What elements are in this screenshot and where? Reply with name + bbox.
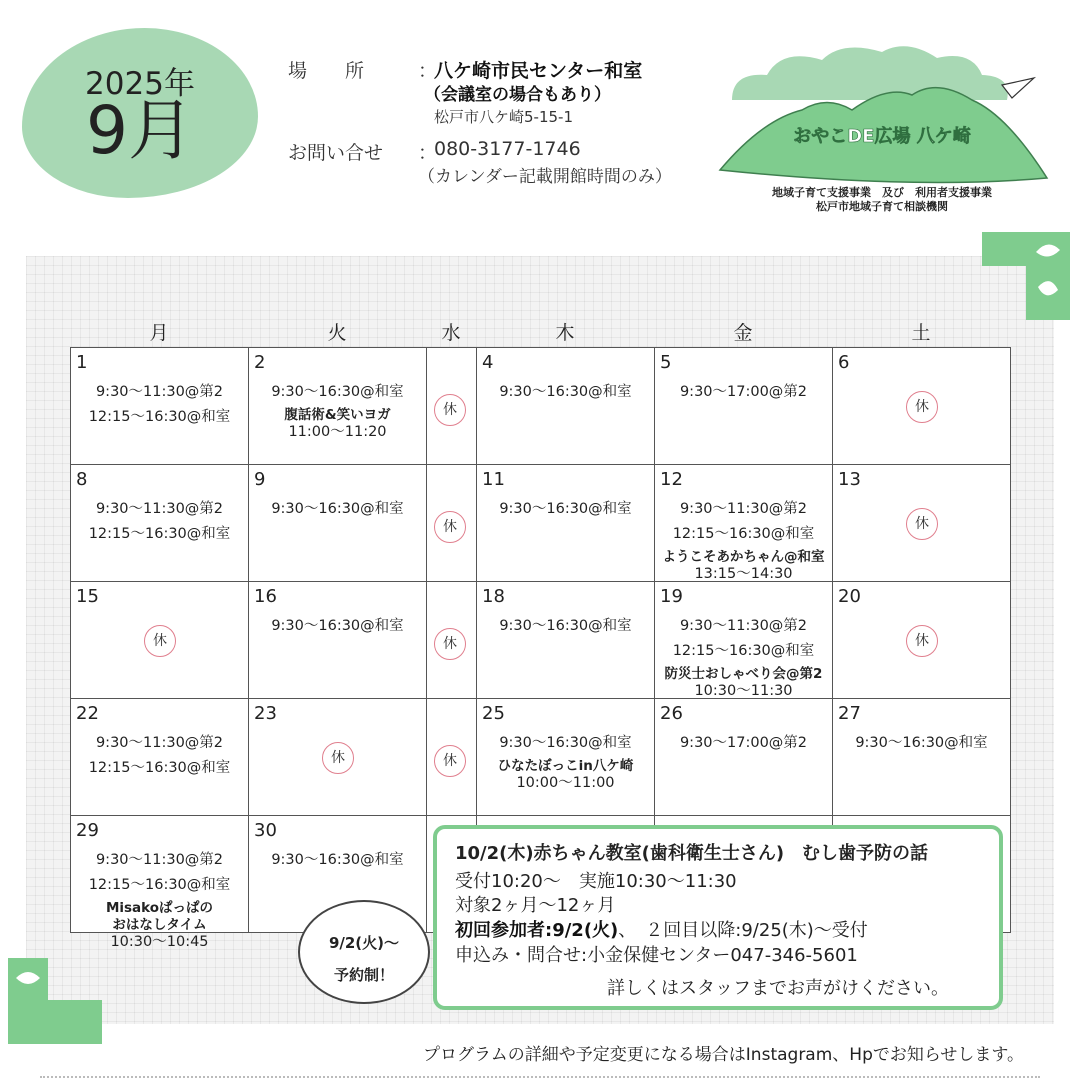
event-time: 9:30〜16:30@和室 <box>271 384 404 400</box>
phone-note: （カレンダー記載開館時間のみ） <box>418 167 672 187</box>
footer-divider <box>40 1076 1040 1078</box>
calendar-day-tue <box>249 348 427 465</box>
closed-badge: 休 <box>144 625 176 657</box>
calendar-day-thu <box>477 348 655 465</box>
reservation-bubble <box>298 900 430 1004</box>
day-number: 1 <box>76 352 88 373</box>
closed-badge: 休 <box>906 625 938 657</box>
calendar-day-sat <box>833 699 1011 816</box>
special-event-time: 11:00〜11:20 <box>288 424 387 440</box>
address: 松戸市八ケ崎5-15-1 <box>434 108 573 126</box>
month-badge <box>22 28 258 198</box>
day-number: 22 <box>76 703 99 724</box>
event-time: 9:30〜16:30@和室 <box>271 618 404 634</box>
special-event: Misakoぱっぱの <box>105 900 214 916</box>
event-time: 9:30〜11:30@第2 <box>95 384 224 400</box>
closed-badge: 休 <box>434 511 466 543</box>
day-number: 6 <box>838 352 850 373</box>
notice-title: 10/2(木)赤ちゃん教室(歯科衛生士さん) むし歯予防の話 <box>455 843 929 864</box>
notice-target: 対象2ヶ月〜12ヶ月 <box>455 895 616 916</box>
day-number: 18 <box>482 586 505 607</box>
event-time: 9:30〜16:30@和室 <box>499 735 632 751</box>
event-time: 12:15〜16:30@和室 <box>88 409 231 425</box>
mountain-cloud-icon <box>712 40 1052 190</box>
notice-registration <box>455 916 868 942</box>
day-number: 23 <box>254 703 277 724</box>
weekday-fri: 金 <box>733 322 753 344</box>
weekday-tue: 火 <box>327 322 347 344</box>
calendar-day-mon <box>71 348 249 465</box>
closed-badge: 休 <box>434 628 466 660</box>
calendar-day-sat <box>833 582 1011 699</box>
logo <box>712 40 1052 220</box>
calendar-day-wed <box>427 348 477 465</box>
event-time: 9:30〜17:00@第2 <box>679 384 808 400</box>
calendar-day-wed <box>427 582 477 699</box>
event-time: 9:30〜16:30@和室 <box>271 501 404 517</box>
notice-first-time: 初回参加者:9/2(火) <box>455 920 619 941</box>
event-time: 9:30〜11:30@第2 <box>679 501 808 517</box>
event-time: 12:15〜16:30@和室 <box>88 526 231 542</box>
baby-class-notice <box>433 825 1003 1010</box>
leaf-decoration-bottom <box>8 1000 102 1044</box>
calendar-day-mon <box>71 816 249 950</box>
special-event-time: 10:30〜11:30 <box>694 683 793 699</box>
day-number: 12 <box>660 469 683 490</box>
weekday-mon: 月 <box>149 322 169 344</box>
notice-repeat: 、 ２回目以降:9/25(木)〜受付 <box>618 920 868 941</box>
event-time: 9:30〜11:30@第2 <box>95 501 224 517</box>
contact-label: お問い合せ <box>288 142 384 164</box>
calendar-day-thu <box>477 582 655 699</box>
place-name: 八ケ崎市民センター和室 <box>434 60 643 82</box>
logo-subtitle-2: 松戸市地域子育て相談機関 <box>816 200 948 213</box>
place-label: 場 所 <box>288 60 365 82</box>
weekday-wed: 水 <box>441 322 461 344</box>
calendar-week <box>71 699 1011 816</box>
footer-note: プログラムの詳細や予定変更になる場合はInstagram、Hpでお知らせします。 <box>422 1045 1024 1065</box>
event-time: 9:30〜16:30@和室 <box>499 618 632 634</box>
day-number: 5 <box>660 352 672 373</box>
special-event: ひなたぼっこin八ケ崎 <box>497 758 634 774</box>
day-number: 15 <box>76 586 99 607</box>
calendar-day-wed <box>427 699 477 816</box>
event-time: 12:15〜16:30@和室 <box>672 643 815 659</box>
calendar-day-thu <box>477 699 655 816</box>
calendar-week <box>71 348 1011 465</box>
day-number: 4 <box>482 352 494 373</box>
day-number: 16 <box>254 586 277 607</box>
calendar-day-wed <box>427 465 477 582</box>
event-time: 9:30〜16:30@和室 <box>271 852 404 868</box>
calendar-day-mon <box>71 699 249 816</box>
weekday-thu: 木 <box>555 322 575 344</box>
bubble-date: 9/2(火)〜 <box>328 934 400 952</box>
event-time: 9:30〜11:30@第2 <box>95 735 224 751</box>
logo-subtitle-1: 地域子育て支援事業 及び 利用者支援事業 <box>772 186 992 199</box>
special-event-time: 10:30〜10:45 <box>110 934 209 950</box>
special-event-time: 13:15〜14:30 <box>694 566 793 582</box>
phone-number: 080-3177-1746 <box>434 138 581 160</box>
leaf-icon <box>1026 232 1070 320</box>
day-number: 13 <box>838 469 861 490</box>
closed-badge: 休 <box>434 745 466 777</box>
calendar-day-tue <box>249 699 427 816</box>
day-number: 27 <box>838 703 861 724</box>
event-time: 9:30〜16:30@和室 <box>499 384 632 400</box>
closed-badge: 休 <box>906 508 938 540</box>
calendar-day-fri <box>655 582 833 699</box>
special-event: ようこそあかちゃん@和室 <box>662 549 825 565</box>
event-time: 12:15〜16:30@和室 <box>88 760 231 776</box>
calendar-day-fri <box>655 348 833 465</box>
event-time: 9:30〜11:30@第2 <box>679 618 808 634</box>
event-time: 9:30〜16:30@和室 <box>499 501 632 517</box>
logo-title: おやこDE広場 八ケ崎 <box>793 126 971 147</box>
day-number: 2 <box>254 352 266 373</box>
weekday-sat: 土 <box>911 322 931 344</box>
month-label: 9月 <box>86 92 194 169</box>
closed-badge: 休 <box>906 391 938 423</box>
calendar-day-mon <box>71 582 249 699</box>
day-number: 20 <box>838 586 861 607</box>
closed-badge: 休 <box>322 742 354 774</box>
day-number: 26 <box>660 703 683 724</box>
calendar-day-fri <box>655 699 833 816</box>
event-time: 12:15〜16:30@和室 <box>88 877 231 893</box>
event-time: 12:15〜16:30@和室 <box>672 526 815 542</box>
day-number: 8 <box>76 469 88 490</box>
calendar-day-sat <box>833 465 1011 582</box>
day-number: 30 <box>254 820 277 841</box>
calendar-day-sat <box>833 348 1011 465</box>
day-number: 11 <box>482 469 505 490</box>
day-number: 9 <box>254 469 266 490</box>
place-colon: ： <box>418 60 438 82</box>
event-time: 9:30〜16:30@和室 <box>855 735 988 751</box>
leaf-decoration-top-vertical <box>1026 232 1070 320</box>
day-number: 19 <box>660 586 683 607</box>
calendar-day-thu <box>477 465 655 582</box>
place-note: （会議室の場合もあり） <box>424 85 611 105</box>
year-label: 2025年 <box>85 66 195 102</box>
notice-contact: 申込み・問合せ:小金保健センター047-346-5601 <box>455 945 858 966</box>
special-event: 防災士おしゃべり会@第2 <box>664 666 823 682</box>
bubble-reservation: 予約制！ <box>333 966 394 984</box>
calendar-day-tue <box>249 465 427 582</box>
special-event: 腹話術&笑いヨガ <box>284 407 391 423</box>
calendar-day-mon <box>71 465 249 582</box>
notice-ask-staff: 詳しくはスタッフまでお声がけください。 <box>607 978 949 999</box>
calendar-week <box>71 465 1011 582</box>
event-time: 9:30〜17:00@第2 <box>679 735 808 751</box>
notice-reception: 受付10:20〜 実施10:30〜11:30 <box>455 871 737 892</box>
contact-colon: ： <box>418 142 438 164</box>
day-number: 29 <box>76 820 99 841</box>
calendar-day-tue <box>249 582 427 699</box>
event-time: 9:30〜11:30@第2 <box>95 852 224 868</box>
calendar-week <box>71 582 1011 699</box>
calendar-day-fri <box>655 465 833 582</box>
day-number: 25 <box>482 703 505 724</box>
closed-badge: 休 <box>434 394 466 426</box>
special-event-time: 10:00〜11:00 <box>516 775 615 791</box>
special-event: おはなしタイム <box>112 917 207 933</box>
